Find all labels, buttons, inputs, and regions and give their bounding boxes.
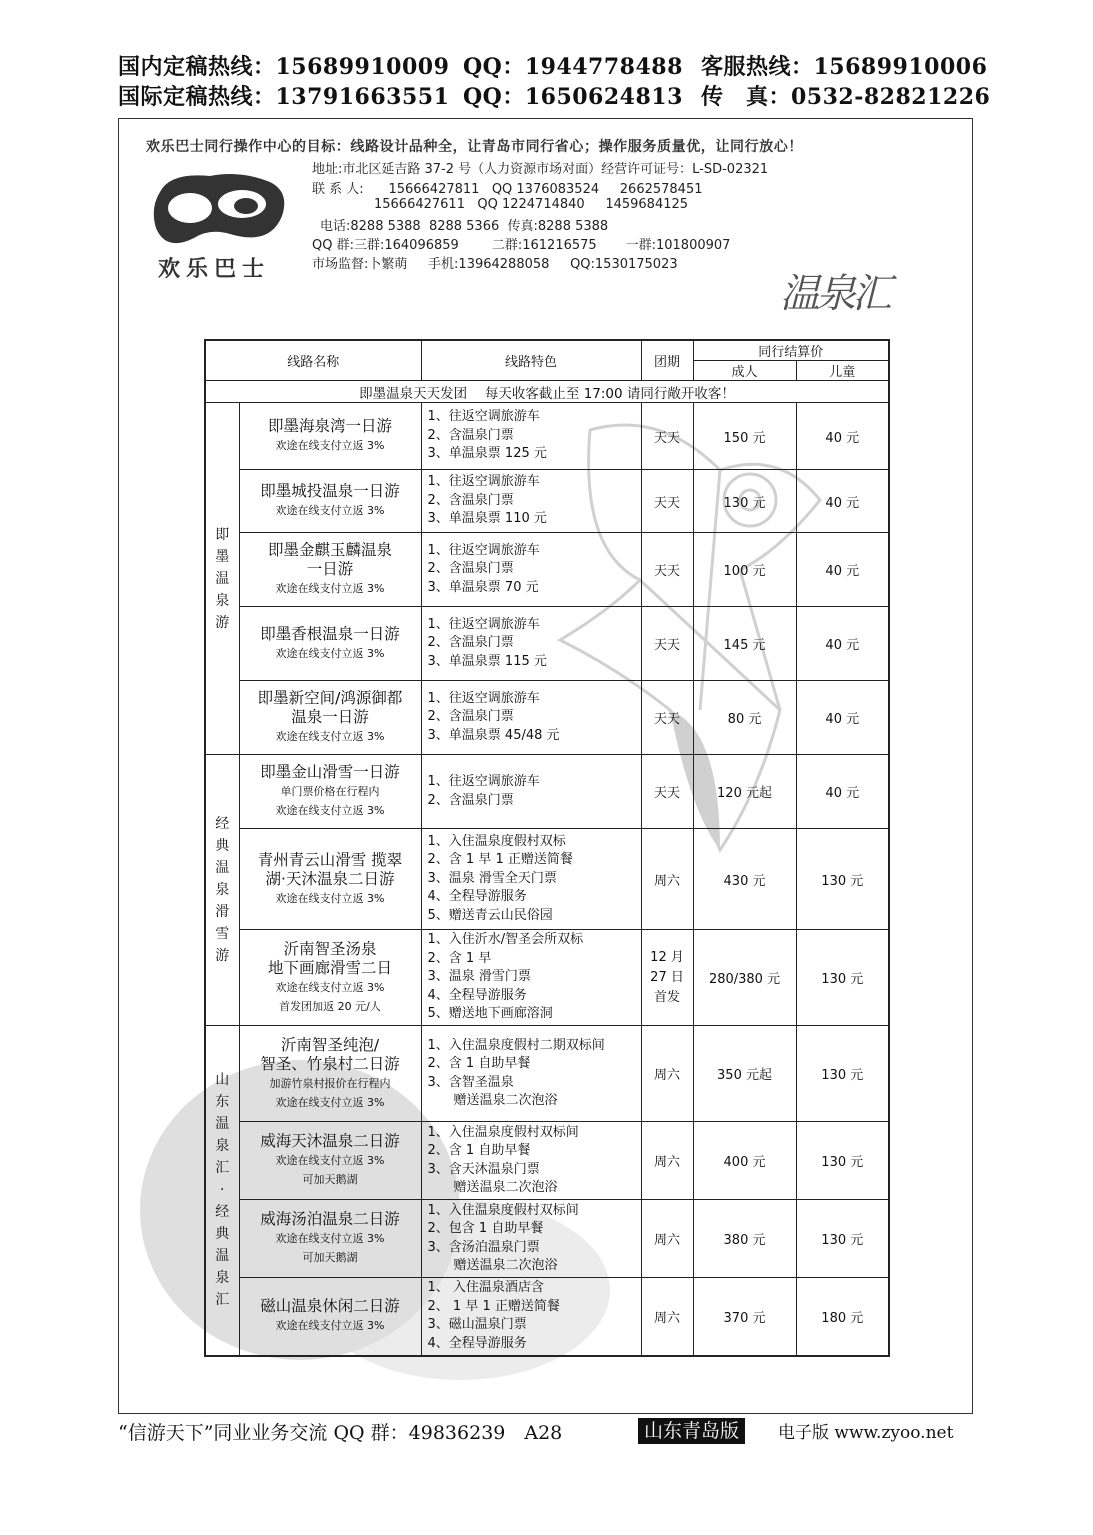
route-table (204, 339, 890, 1357)
feature-item: 赠送温泉二次泡浴 (427, 1258, 558, 1273)
route-name-line: 一日游 (306, 560, 354, 578)
footer-qq-group: “信游天下”同业业务交流 QQ 群：49836239 A28 (118, 1422, 563, 1444)
child-price: 40 元 (796, 470, 889, 533)
route-note: 欢途在线支付立返 3% (275, 646, 385, 660)
route-name (239, 1122, 421, 1200)
child-price: 40 元 (796, 533, 889, 607)
feature-item: 1、往返空调旅游车 (427, 774, 540, 789)
route-note: 首发团加返 20 元/人 (279, 999, 381, 1013)
table-row (205, 1122, 889, 1200)
route-schedule: 天天 (641, 533, 693, 607)
table-row (205, 533, 889, 607)
route-note: 欢途在线支付立返 3% (275, 730, 385, 743)
group-label: 经 典 温 泉 滑 雪 游 (205, 755, 239, 1026)
route-note: 欢途在线支付立返 3% (275, 504, 385, 517)
table-row (205, 930, 889, 1026)
feature-item: 4、全程导游服务 (427, 1335, 527, 1351)
adult-price: 120 元起 (693, 755, 796, 829)
route-features (421, 403, 641, 470)
company-slogan: 欢乐巴士同行操作中心的目标：线路设计品种全，让青岛市同行省心；操作服务质量优，让同行放心！ (146, 139, 803, 155)
footer-website: 电子版 www.zyoo.net (778, 1423, 954, 1443)
adult-price: 380 元 (693, 1200, 796, 1278)
child-price: 130 元 (796, 1026, 889, 1122)
col-header-feature: 线路特色 (421, 340, 641, 381)
route-schedule: 周六 (641, 1122, 693, 1200)
route-schedule: 周六 (641, 1278, 693, 1356)
route-features (421, 1026, 641, 1122)
domestic-hotline: 国内定稿热线：15689910009 (118, 54, 450, 80)
col-header-schedule: 团期 (641, 340, 693, 381)
table-row (205, 829, 889, 930)
happy-bus-logo-icon (150, 172, 290, 252)
daily-notice: 即墨温泉天天发团 每天收客截止至 17:00 请同行敞开收客！ (205, 381, 889, 403)
feature-item: 2、含温泉门票 (427, 792, 514, 808)
feature-item: 3、单温泉票 125 元 (427, 446, 547, 462)
child-price: 40 元 (796, 755, 889, 829)
table-row (205, 1200, 889, 1278)
adult-price: 100 元 (693, 533, 796, 607)
feature-item: 赠送温泉二次泡浴 (427, 1180, 558, 1195)
feature-item: 3、单温泉票 45/48 元 (427, 727, 560, 743)
feature-item: 1、往返空调旅游车 (427, 690, 540, 706)
table-row (205, 403, 889, 470)
feature-item: 2、含 1 自助早餐 (427, 1056, 531, 1071)
route-schedule: 周六 (641, 829, 693, 930)
qq-groups: QQ 群:三群:164096859 二群:161216575 一群:101800907 (312, 238, 731, 253)
wenquanhui-brand-logo (770, 252, 910, 332)
route-name-line: 即墨海泉湾一日游 (268, 417, 393, 435)
route-features (421, 681, 641, 755)
route-note: 可加天鹅湖 (302, 1251, 358, 1264)
table-row (205, 755, 889, 829)
child-price: 130 元 (796, 829, 889, 930)
route-name (239, 1200, 421, 1278)
feature-item: 3、单温泉票 115 元 (427, 653, 547, 669)
feature-item: 3、含智圣温泉 (427, 1074, 514, 1090)
feature-item: 1、入住温泉度假村双标间 (427, 1124, 579, 1140)
feature-item: 5、赠送地下画廊溶洞 (427, 1006, 553, 1022)
feature-item: 1、往返空调旅游车 (427, 474, 540, 490)
route-features (421, 470, 641, 533)
route-note: 欢途在线支付立返 3% (275, 804, 385, 817)
route-name-line: 即墨金山滑雪一日游 (260, 763, 400, 781)
route-features (421, 755, 641, 829)
col-header-child: 儿童 (796, 361, 889, 381)
table-row (205, 681, 889, 755)
route-name-line: 即墨城投温泉一日游 (260, 482, 400, 500)
route-schedule: 天天 (641, 681, 693, 755)
route-note: 欢途在线支付立返 3% (275, 1319, 385, 1333)
route-name (239, 755, 421, 829)
feature-item: 3、温泉 滑雪门票 (427, 969, 531, 985)
route-schedule: 天天 (641, 607, 693, 681)
route-schedule: 天天 (641, 403, 693, 470)
service-hotline: 客服热线：15689910006 (701, 54, 988, 80)
route-features (421, 607, 641, 681)
feature-item: 3、含汤泊温泉门票 (427, 1239, 540, 1255)
route-name (239, 470, 421, 533)
market-supervisor: 市场监督:卜繁萌 手机:13964288058 QQ:1530175023 (312, 257, 678, 272)
feature-item: 4、全程导游服务 (427, 987, 527, 1003)
route-name-line: 智圣、竹泉村二日游 (260, 1054, 400, 1073)
feature-item: 2、含 1 早 (427, 950, 492, 966)
edition-badge: 山东青岛版 (638, 1418, 745, 1444)
qq-2: QQ：1650624813 (463, 84, 683, 110)
adult-price: 280/380 元 (693, 930, 796, 1026)
contact-line-2: 15666427611 QQ 1224714840 1459684125 (312, 197, 689, 212)
adult-price: 430 元 (693, 829, 796, 930)
route-name-line: 威海天沐温泉二日游 (260, 1132, 400, 1150)
child-price: 130 元 (796, 1122, 889, 1200)
qq-1: QQ：1944778488 (463, 54, 683, 80)
table-row (205, 1026, 889, 1122)
feature-item: 2、含温泉门票 (427, 561, 514, 577)
route-schedule: 周六 (641, 1026, 693, 1122)
route-name (239, 1026, 421, 1122)
table-row (205, 1278, 889, 1356)
feature-item: 1、往返空调旅游车 (427, 542, 540, 558)
route-features (421, 533, 641, 607)
route-schedule: 天天 (641, 470, 693, 533)
adult-price: 80 元 (693, 681, 796, 755)
route-features (421, 1200, 641, 1278)
route-features (421, 1278, 641, 1356)
feature-item: 1、入住温泉度假村双标 (427, 833, 566, 849)
feature-item: 1、往返空调旅游车 (427, 616, 540, 632)
route-note: 欢途在线支付立返 3% (275, 439, 385, 452)
route-schedule: 天天 (641, 755, 693, 829)
phone-fax: 电话:8288 5388 8288 5366 传真:8288 5388 (320, 219, 609, 234)
table-row (205, 470, 889, 533)
feature-item: 1、 入住温泉酒店含 (427, 1280, 544, 1296)
feature-item: 2、 1 早 1 正赠送简餐 (427, 1298, 560, 1314)
contact-line-1: 联 系 人: 15666427811 QQ 1376083524 2662578451 (312, 182, 703, 197)
feature-item: 1、往返空调旅游车 (427, 409, 540, 425)
feature-item: 2、包含 1 自助早餐 (427, 1221, 544, 1236)
child-price: 180 元 (796, 1278, 889, 1356)
adult-price: 400 元 (693, 1122, 796, 1200)
adult-price: 350 元起 (693, 1026, 796, 1122)
route-name-line: 即墨新空间/鸿源御都 (257, 689, 403, 707)
route-name (239, 403, 421, 470)
route-name-line: 即墨香根温泉一日游 (260, 624, 400, 643)
route-name-line: 即墨金麒玉麟温泉 (268, 541, 393, 559)
route-note: 单门票价格在行程内 (280, 785, 380, 798)
route-name-line: 磁山温泉休闲二日游 (260, 1297, 400, 1316)
route-features (421, 829, 641, 930)
feature-item: 3、单温泉票 110 元 (427, 511, 547, 527)
feature-item: 2、含 1 自助早餐 (427, 1143, 531, 1158)
feature-item: 3、温泉 滑雪全天门票 (427, 870, 557, 886)
feature-item: 1、入住温泉度假村双标间 (427, 1202, 579, 1218)
group-label: 山 东 温 泉 汇 · 经 典 温 泉 汇 (205, 1026, 239, 1356)
route-note: 欢途在线支付立返 3% (275, 1154, 385, 1167)
feature-item: 赠送温泉二次泡浴 (427, 1093, 558, 1108)
feature-item: 3、磁山温泉门票 (427, 1317, 527, 1333)
route-note: 可加天鹅湖 (302, 1173, 358, 1186)
feature-item: 1、入住温泉度假村二期双标间 (427, 1037, 605, 1053)
route-name-line: 地下画廊滑雪二日 (268, 958, 393, 977)
logo-text: 欢乐巴士 (158, 256, 271, 282)
adult-price: 130 元 (693, 470, 796, 533)
address: 地址:市北区延吉路 37-2 号（人力资源市场对面）经营许可证号：L-SD-02321 (312, 162, 769, 177)
route-note: 欢途在线支付立返 3% (275, 1232, 385, 1245)
child-price: 40 元 (796, 403, 889, 470)
adult-price: 145 元 (693, 607, 796, 681)
route-note: 欢途在线支付立返 3% (275, 582, 385, 595)
feature-item: 2、含温泉门票 (427, 635, 514, 651)
route-schedule: 12 月 27 日 首发 (641, 930, 693, 1026)
route-name-line: 沂南智圣汤泉 (283, 939, 377, 958)
group-label: 即 墨 温 泉 游 (205, 403, 239, 755)
child-price: 40 元 (796, 681, 889, 755)
feature-item: 2、含 1 早 1 正赠送简餐 (427, 852, 573, 868)
feature-item: 2、含温泉门票 (427, 709, 514, 725)
adult-price: 150 元 (693, 403, 796, 470)
child-price: 130 元 (796, 1200, 889, 1278)
col-header-name: 线路名称 (205, 340, 421, 381)
feature-item: 2、含温泉门票 (427, 427, 514, 443)
route-note: 欢途在线支付立返 3% (275, 1095, 385, 1109)
col-header-price: 同行结算价 (693, 340, 889, 361)
route-features (421, 1122, 641, 1200)
feature-item: 1、入住沂水/智圣会所双标 (427, 932, 584, 948)
international-hotline: 国际定稿热线：13791663551 (118, 84, 450, 110)
child-price: 40 元 (796, 607, 889, 681)
route-note: 加游竹泉村报价在行程内 (269, 1076, 391, 1090)
col-header-adult: 成人 (693, 361, 796, 381)
feature-item: 3、单温泉票 70 元 (427, 579, 539, 595)
route-name (239, 829, 421, 930)
route-name (239, 681, 421, 755)
route-features (421, 930, 641, 1026)
feature-item: 3、含天沐温泉门票 (427, 1161, 540, 1177)
route-name (239, 533, 421, 607)
route-name-line: 温泉一日游 (291, 708, 369, 726)
child-price: 130 元 (796, 930, 889, 1026)
feature-item: 2、含温泉门票 (427, 492, 514, 508)
route-note: 欢途在线支付立返 3% (275, 891, 385, 905)
table-row (205, 607, 889, 681)
route-name (239, 607, 421, 681)
fax: 传 真：0532-82821226 (701, 84, 991, 110)
brand-text: 温泉汇 (780, 271, 888, 317)
route-name-line: 威海汤泊温泉二日游 (260, 1210, 400, 1228)
route-name-line: 湖·天沐温泉二日游 (265, 869, 395, 888)
route-schedule: 周六 (641, 1200, 693, 1278)
route-note: 欢途在线支付立返 3% (275, 980, 385, 994)
route-name-line: 沂南智圣纯泡/ (280, 1035, 380, 1054)
route-name (239, 1278, 421, 1356)
feature-item: 5、赠送青云山民俗园 (427, 907, 553, 923)
route-name (239, 930, 421, 1026)
feature-item: 4、全程导游服务 (427, 889, 527, 905)
route-name-line: 青州青云山滑雪 揽翠 (257, 850, 403, 869)
adult-price: 370 元 (693, 1278, 796, 1356)
